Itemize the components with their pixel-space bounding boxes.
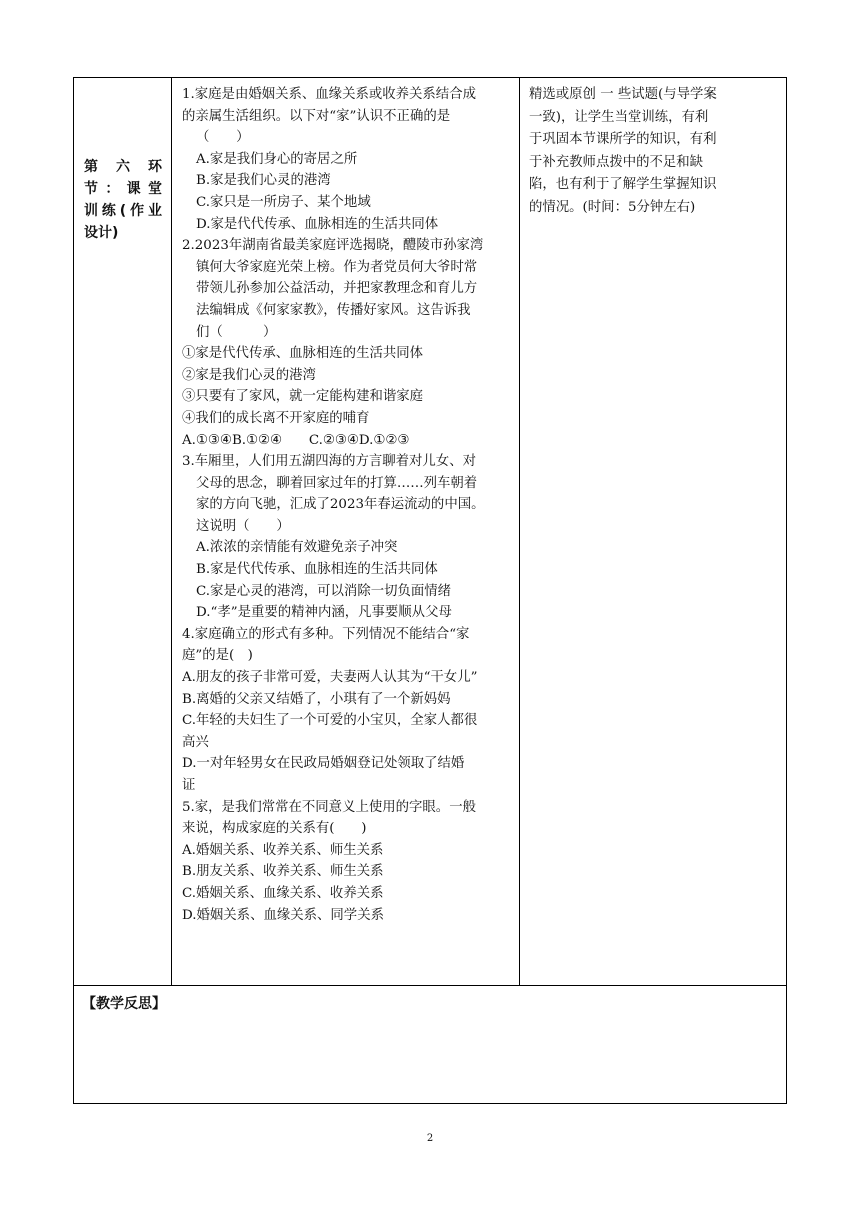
question-line: A.家是我们身心的寄居之所 (196, 151, 358, 167)
question-line: 的亲属生活组织。以下对“家”认识不正确的是 (182, 108, 451, 124)
question-line: C.家只是一所房子、某个地域 (196, 194, 371, 210)
question-line: 2.2023年湖南省最美家庭评选揭晓，醴陵市孙家湾 (182, 238, 484, 254)
question-line: 家的方向飞驰，汇成了2023年春运流动的中国。 (196, 497, 485, 513)
question-line: 父母的思念，聊着回家过年的打算……列车朝着 (196, 475, 478, 491)
question-line: 1.家庭是由婚姻关系、血缘关系或收养关系结合成 (182, 87, 476, 102)
question-line: 高兴 (182, 734, 209, 750)
questions-cell (182, 84, 522, 926)
question-line: 法编辑成《何家家教》，传播好家风。这告诉我 (196, 302, 471, 318)
question-line: B.家是我们心灵的港湾 (196, 173, 331, 189)
question-line: 3.车厢里，人们用五湖四海的方言聊着对儿女、对 (182, 454, 476, 470)
question-line: ③只要有了家风，就一定能构建和谐家庭 (182, 389, 424, 405)
question-line: A.朋友的孩子非常可爱，夫妻两人认其为“干女儿” (182, 670, 478, 686)
question-line: ④我们的成长离不开家庭的哺育 (182, 410, 370, 426)
question-line: B.家是代代传承、血脉相连的生活共同体 (196, 562, 438, 578)
design-note-line: 一致)，让学生当堂训练，有利 (529, 109, 709, 125)
question-line: 镇何大爷家庭光荣上榜。作为者党员何大爷时常 (196, 259, 478, 275)
question-line: A.①③④B.①②④ C.②③④D.①②③ (182, 432, 410, 448)
stage-cell (84, 156, 162, 244)
question-line: 4.家庭确立的形式有多种。下列情况不能结合“家 (182, 626, 470, 642)
question-line: （ ） (196, 130, 250, 146)
question-line: ①家是代代传承、血脉相连的生活共同体 (182, 346, 424, 362)
question-line: C.家是心灵的港湾，可以消除一切负面情绪 (196, 583, 452, 599)
design-note-line: 于补充教师点拨中的不足和缺 (529, 154, 704, 170)
stage-line: 训练(作业 (84, 203, 162, 219)
question-line: D.“孝”是重要的精神内涵，凡事要顺从父母 (196, 605, 452, 621)
question-line: 们（ ） (196, 324, 277, 340)
question-line: A.婚姻关系、收养关系、师生关系 (182, 842, 384, 858)
page-number: 2 (426, 1133, 434, 1144)
question-line: C.年轻的夫妇生了一个可爱的小宝贝，全家人都很 (182, 713, 478, 729)
question-line: 庭”的是( ) (182, 648, 253, 664)
reflection-title: 【教学反思】 (82, 996, 166, 1012)
question-line: 来说，构成家庭的关系有( ) (182, 821, 367, 837)
question-line: 这说明（ ） (196, 518, 290, 534)
column-divider (171, 78, 172, 985)
question-line: ②家是我们心灵的港湾 (182, 367, 316, 383)
row-divider (74, 985, 786, 986)
stage-line: 节：课堂 (84, 181, 162, 197)
question-line: D.一对年轻男女在民政局婚姻登记处领取了结婚 (182, 756, 465, 772)
design-note-line: 精选或原创 一 些试题(与导学案 (529, 87, 717, 102)
stage-line: 第 六 环 (84, 159, 162, 175)
design-note-line: 于巩固本节课所学的知识，有利 (529, 132, 717, 147)
question-line: C.婚姻关系、血缘关系、收养关系 (182, 885, 384, 901)
stage-line: 设计) (84, 225, 119, 241)
question-line: 带领儿孙参加公益活动，并把家教理念和育儿方 (196, 281, 478, 297)
question-line: D.婚姻关系、血缘关系、同学关系 (182, 907, 384, 923)
design-note-line: 陷，也有利于了解学生掌握知识 (529, 177, 717, 192)
question-line: B.朋友关系、收养关系、师生关系 (182, 864, 384, 880)
question-line: D.家是代代传承、血脉相连的生活共同体 (196, 216, 439, 232)
question-line: 5.家，是我们常常在不同意义上使用的字眼。一般 (182, 799, 476, 815)
lesson-table (73, 77, 787, 1104)
design-note-cell (529, 84, 781, 219)
question-line: B.离婚的父亲又结婚了，小琪有了一个新妈妈 (182, 691, 451, 707)
design-note-line: 的情况。(时间：5分钟左右) (529, 199, 696, 215)
question-line: 证 (182, 778, 196, 793)
question-line: A.浓浓的亲情能有效避免亲子冲突 (196, 540, 398, 556)
